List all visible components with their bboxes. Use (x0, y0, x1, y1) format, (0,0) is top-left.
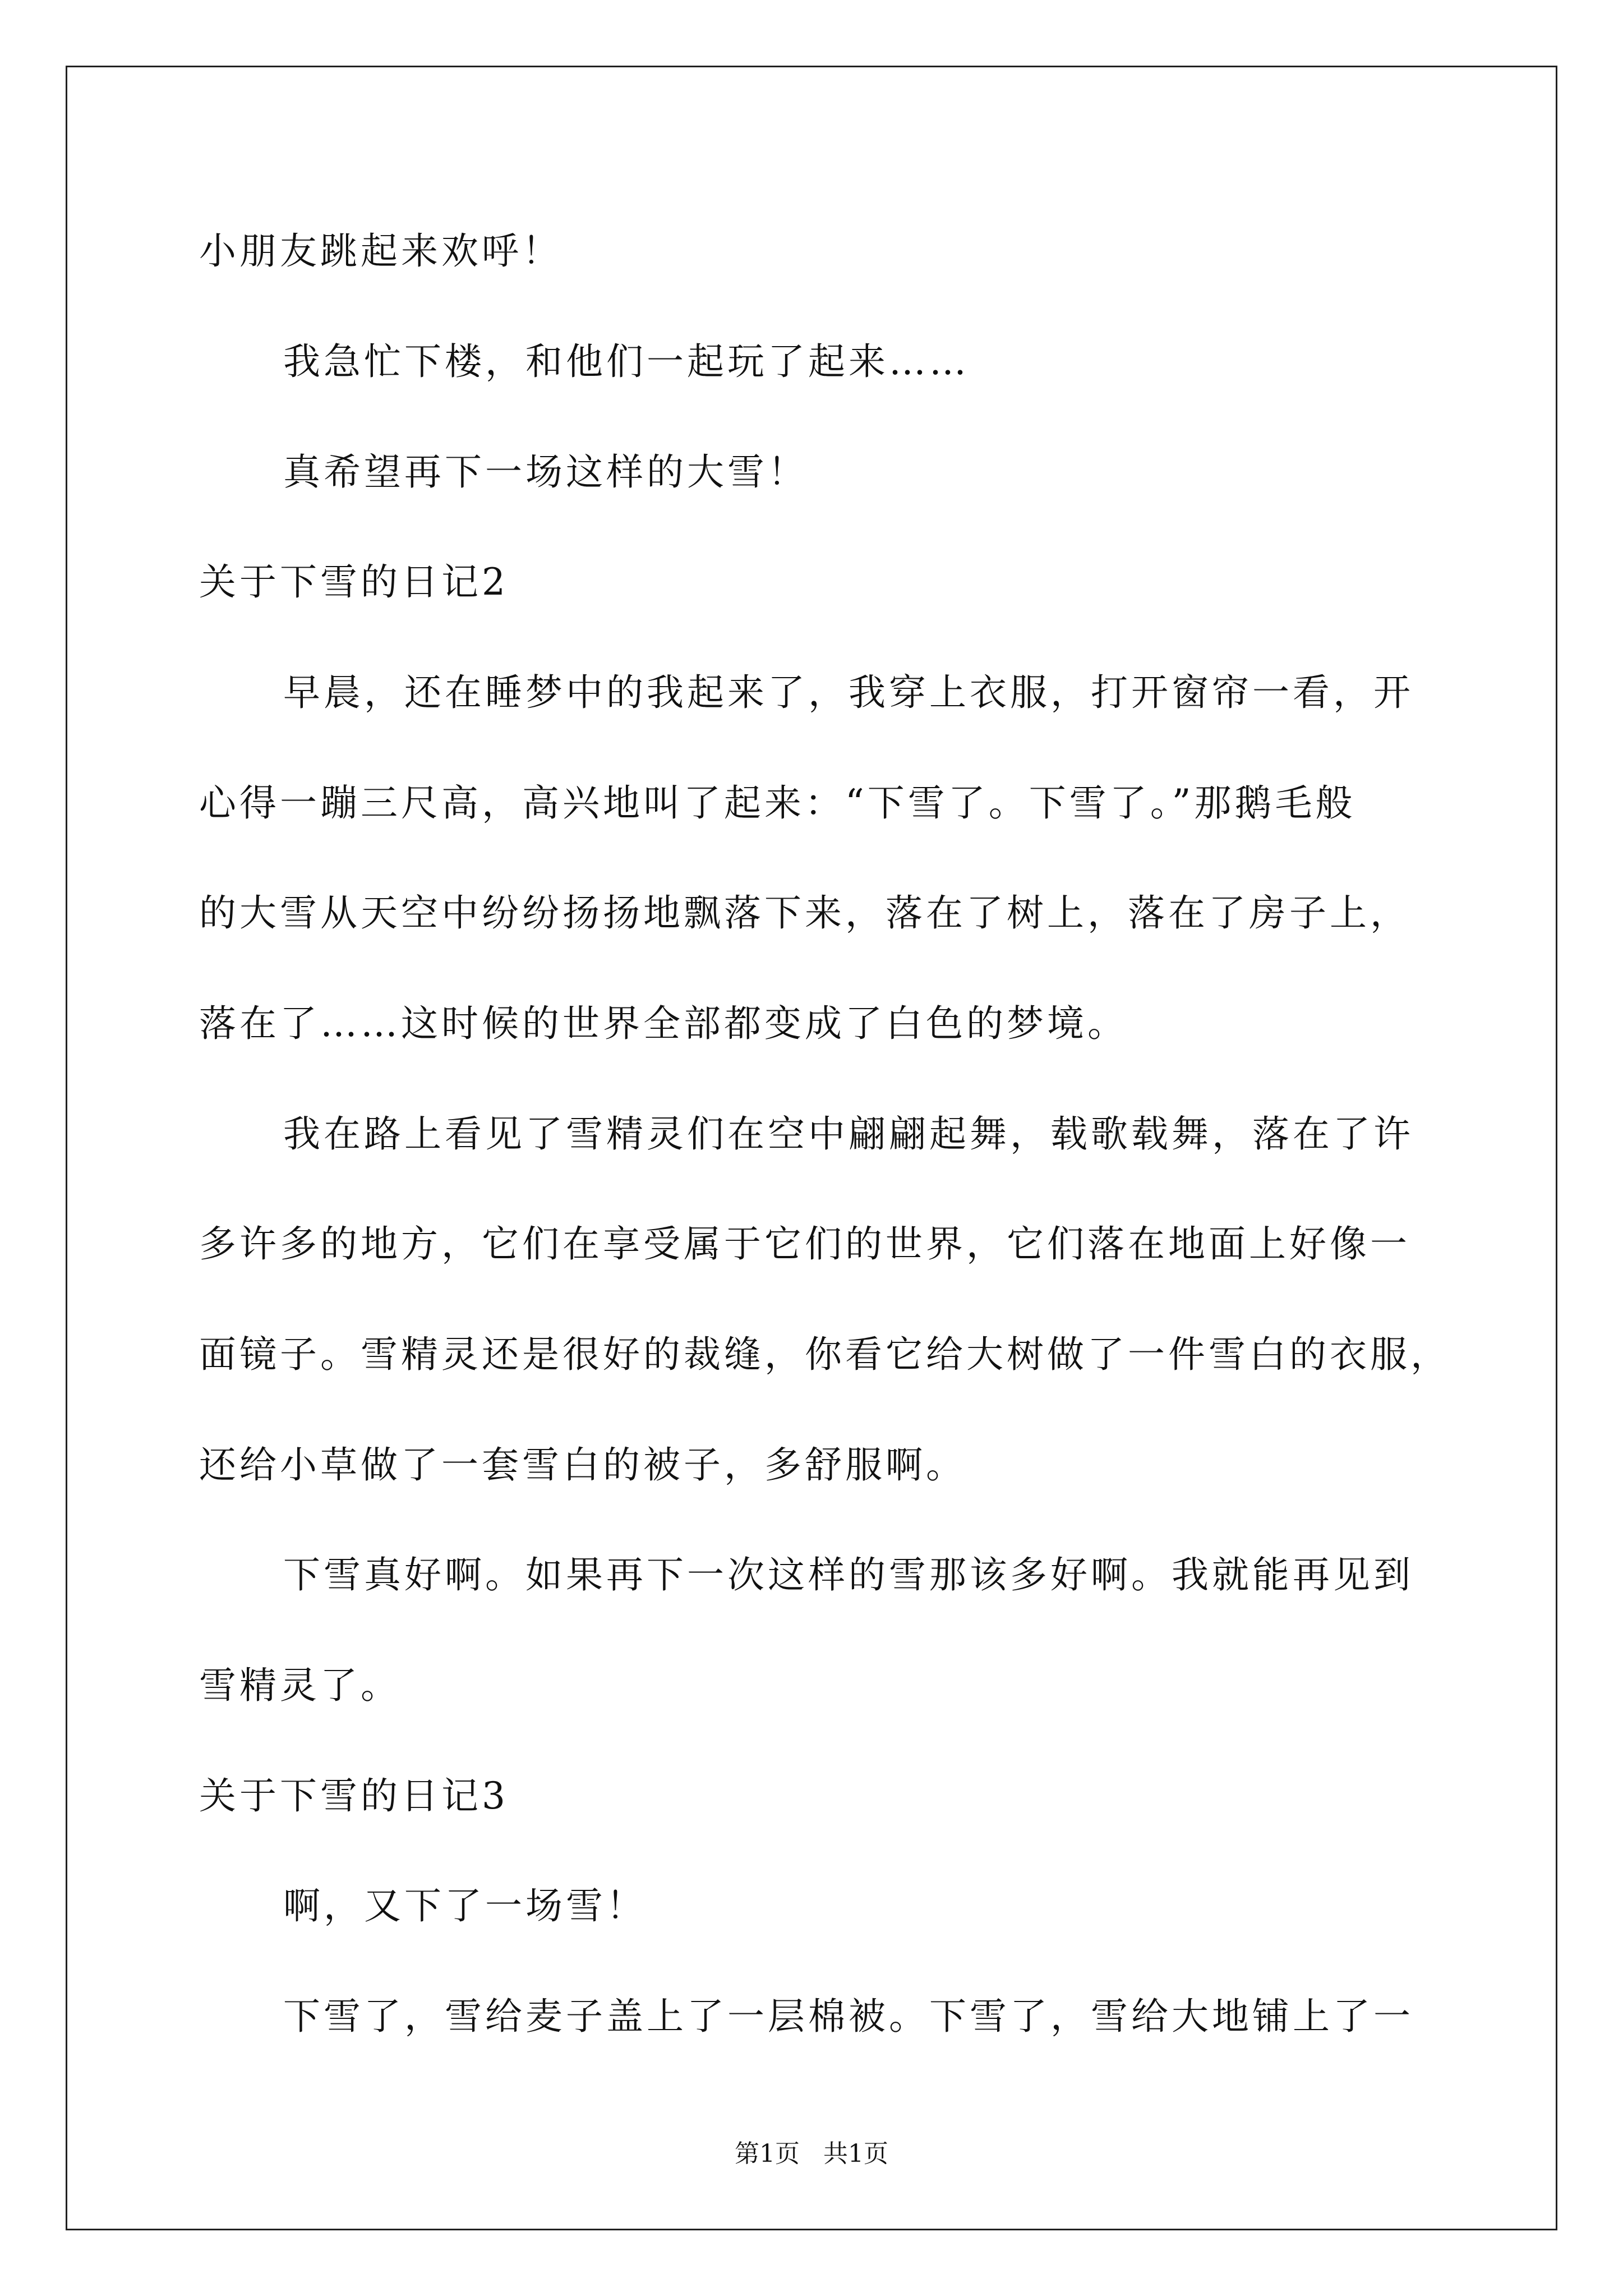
paragraph-line: 心得一蹦三尺高，高兴地叫了起来：“下雪了。下雪了。”那鹅毛般 (199, 781, 1356, 825)
paragraph-line: 雪精灵了。 (199, 1664, 401, 1707)
paragraph-line: 落在了……这时候的世界全部都变成了白色的梦境。 (199, 1002, 1128, 1045)
page-footer (0, 2137, 1623, 2171)
paragraph-line: 下雪真好啊。如果再下一次这样的雪那该多好啊。我就能再见到 (283, 1553, 1414, 1596)
paragraph-line: 我急忙下楼，和他们一起玩了起来…… (283, 340, 970, 383)
paragraph-line: 小朋友跳起来欢呼！ (199, 229, 562, 273)
section-heading: 关于下雪的日记2 (199, 560, 509, 604)
paragraph-line: 啊，又下了一场雪！ (283, 1884, 647, 1927)
paragraph-line: 多许多的地方，它们在享受属于它们的世界，它们落在地面上好像一 (199, 1222, 1410, 1266)
page-total: 共1页 (823, 2139, 888, 2168)
paragraph-line: 真希望再下一场这样的大雪！ (283, 450, 808, 494)
page-number: 第1页 (735, 2139, 800, 2168)
paragraph-line: 我在路上看见了雪精灵们在空中翩翩起舞，载歌载舞，落在了许 (283, 1112, 1414, 1156)
paragraph-line: 的大雪从天空中纷纷扬扬地飘落下来，落在了树上，落在了房子上， (199, 891, 1410, 935)
paragraph-line: 下雪了，雪给麦子盖上了一层棉被。下雪了，雪给大地铺上了一 (283, 1995, 1414, 2038)
paragraph-line: 面镜子。雪精灵还是很好的裁缝，你看它给大树做了一件雪白的衣服， (199, 1333, 1451, 1376)
paragraph-line: 还给小草做了一套雪白的被子，多舒服啊。 (199, 1443, 966, 1487)
paragraph-line: 早晨，还在睡梦中的我起来了，我穿上衣服，打开窗帘一看，开 (283, 671, 1414, 714)
section-heading: 关于下雪的日记3 (199, 1774, 509, 1818)
